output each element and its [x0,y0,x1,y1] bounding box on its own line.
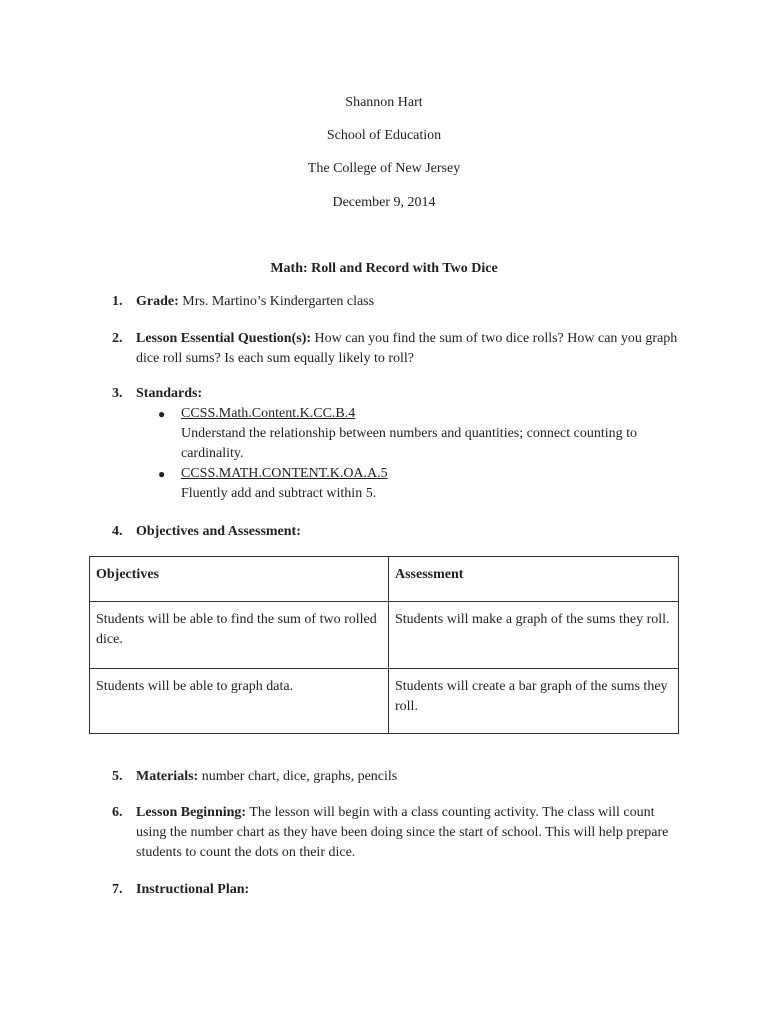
item-number: 2. [112,331,123,346]
item-number: 3. [112,386,123,401]
table-header-row [90,557,679,602]
item-text: Mrs. Martino’s Kindergarten class [178,294,375,309]
table-row [90,602,679,669]
author-name: Shannon Hart [345,95,423,110]
item-number: 5. [112,769,123,784]
item-content [136,292,682,312]
table-cell: Students will make a graph of the sums they roll. [389,602,679,669]
table-cell: Students will be able to find the sum of two rolled dice. [90,602,389,669]
objectives-assessment-table [89,556,679,734]
item-lesson-beginning [112,803,682,863]
standard-description: Fluently add and subtract within 5. [181,486,377,501]
school-name: School of Education [326,128,442,143]
item-content [136,329,682,369]
item-number: 6. [112,805,123,820]
table-cell: Students will be able to graph data. [90,669,389,734]
table-row [90,669,679,734]
item-text: number chart, dice, graphs, pencils [198,769,398,784]
item-content [136,803,682,863]
standard-description: Understand the relationship between numbers and quantities; connect counting to cardinality. [181,426,638,461]
item-label: Lesson Essential Question(s): [136,331,312,346]
standard-item [158,464,688,504]
item-materials [112,767,682,787]
standards-list [158,404,688,504]
item-instructional-plan [112,880,682,900]
standard-link[interactable]: CCSS.Math.Content.K.CC.B.4 [181,406,356,421]
item-objectives-assessment [112,522,682,542]
item-label: Objectives and Assessment: [136,524,301,539]
item-content [136,522,682,542]
table-header-objectives: Objectives [90,557,389,602]
item-label: Lesson Beginning: [136,805,247,820]
lesson-title: Math: Roll and Record with Two Dice [270,261,498,276]
standard-link[interactable]: CCSS.MATH.CONTENT.K.OA.A.5 [181,466,388,481]
college-name: The College of New Jersey [307,161,461,176]
item-number: 1. [112,294,123,309]
bullet-icon: ● [158,467,166,481]
item-number: 7. [112,882,123,897]
bullet-icon: ● [158,407,166,421]
item-grade [112,292,682,312]
table-header-assessment: Assessment [389,557,679,602]
item-content [136,767,682,787]
table-cell: Students will create a bar graph of the sums they roll. [389,669,679,734]
item-label: Grade: [136,294,179,309]
item-essential-question [112,329,682,369]
item-content [136,384,682,404]
item-label: Standards: [136,386,203,401]
document-date: December 9, 2014 [332,195,436,210]
item-text: The lesson will begin with a class counting activity. The class will count using the number chart as they have been doing since the start of school. This will help prepare students to count the dots on their dice. [136,805,669,860]
standard-item [158,404,688,464]
item-label: Materials: [136,769,199,784]
item-text: How can you find the sum of two dice rolls? How can you graph dice roll sums? Is each sum equally likely to roll? [136,331,678,366]
item-standards [112,384,682,404]
item-content [136,880,682,900]
item-number: 4. [112,524,123,539]
item-label: Instructional Plan: [136,882,250,897]
